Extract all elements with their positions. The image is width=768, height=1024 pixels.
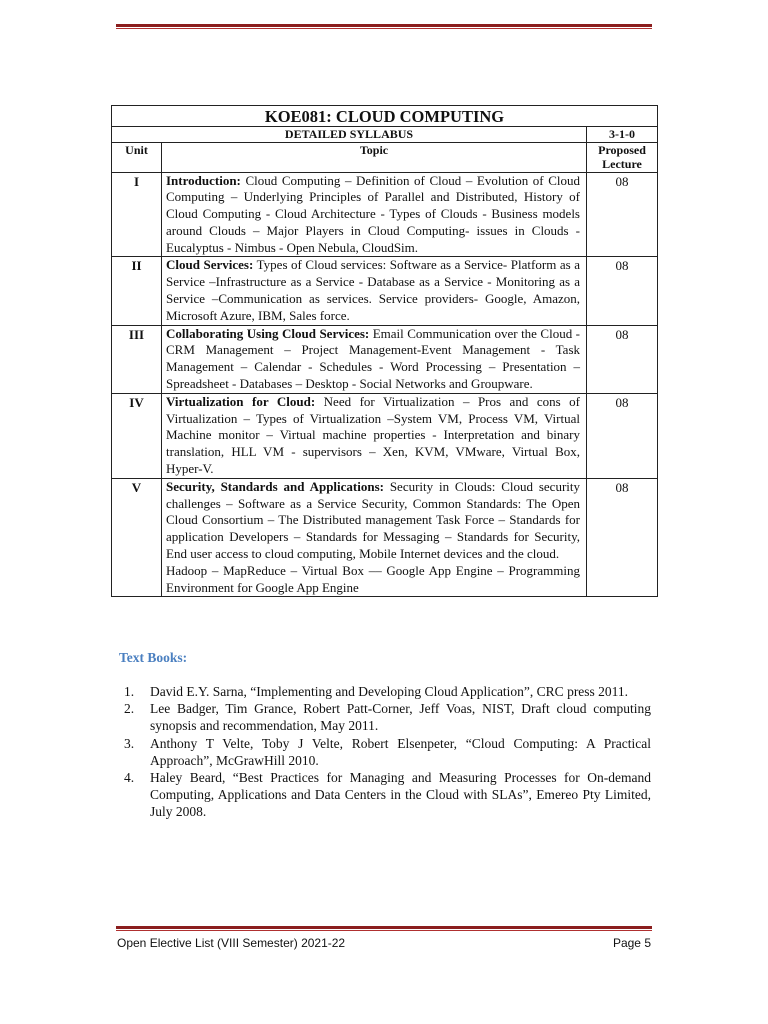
unit-row xyxy=(112,393,658,478)
topic-text: Security in Clouds: Cloud security challenges – Software as a Service Security, Common Standards: The Open Cloud Consortium – The Distributed management Task Force – Standards for application Developers – Standards for Messaging – Standards for Security, End user access to cloud computing, Mobile Internet devices and the cloud. xyxy=(166,478,580,562)
text-book-number: 2. xyxy=(124,701,135,717)
unit-row xyxy=(112,257,658,325)
topic-cell xyxy=(162,325,587,393)
text-book-number: 1. xyxy=(124,684,135,699)
unit-rows xyxy=(112,172,658,597)
text-book-item xyxy=(124,735,651,769)
unit-header: Unit xyxy=(112,142,162,172)
topic-heading: Cloud Services: xyxy=(166,257,254,273)
topic-header: Topic xyxy=(162,142,587,172)
text-book-citation: David E.Y. Sarna, “Implementing and Developing Cloud Application”, CRC press 2011. xyxy=(150,684,629,699)
header-rule xyxy=(116,24,652,27)
course-title: KOE081: CLOUD COMPUTING xyxy=(112,106,658,127)
topic-cell xyxy=(162,172,587,257)
topic-heading: Collaborating Using Cloud Services: xyxy=(166,325,370,341)
lecture-count: 08 xyxy=(587,172,658,257)
page-number: Page 5 xyxy=(612,936,651,950)
header-rule-thin xyxy=(116,28,652,29)
lecture-count: 08 xyxy=(587,393,658,478)
text-book-item xyxy=(124,700,651,734)
topic-text: Types of Cloud services: Software as a Service- Platform as a Service –Infrastructure as a Service - Database as a Service - Monitoring as a Service –Communication as services. Service providers- Google, Amazon, Microsoft Azure, IBM, Sales force. xyxy=(166,257,580,323)
unit-row xyxy=(112,325,658,393)
topic-text: Need for Virtualization – Pros and cons of Virtualization – Types of Virtualization –System VM, Process VM, Virtual Machine monitor – Virtual machine properties - Interpretation and binary translation, HLL VM - supervisors – Xen, KVM, VMware, Virtual Box, Hyper-V. xyxy=(166,393,580,477)
text-books-heading: Text Books: xyxy=(119,650,188,665)
unit-number: IV xyxy=(112,393,162,478)
unit-number: II xyxy=(112,257,162,325)
topic-heading: Introduction: xyxy=(166,172,241,188)
syllabus-table xyxy=(111,105,658,597)
subtitle-row xyxy=(112,127,658,143)
topic-heading: Security, Standards and Applications: xyxy=(166,478,384,494)
text-book-number: 4. xyxy=(124,770,135,786)
lecture-header: Proposed Lecture xyxy=(587,142,658,172)
text-book-citation: Lee Badger, Tim Grance, Robert Patt-Corner, Jeff Voas, NIST, Draft cloud computing synopsis and recommendation, May 2011. xyxy=(150,701,651,734)
topic-extra: Hadoop – MapReduce – Virtual Box –– Google App Engine – Programming Environment for Google App Engine xyxy=(166,562,580,595)
title-row xyxy=(112,106,658,127)
text-book-citation: Haley Beard, “Best Practices for Managing and Measuring Processes for On-demand Computing, Applications and Data Centers in the Cloud with SLAs”, Emereo Pty Limited, July 2008. xyxy=(150,770,651,820)
lecture-count: 08 xyxy=(587,325,658,393)
unit-number: V xyxy=(112,478,162,597)
footer-title: Open Elective List (VIII Semester) 2021-22 xyxy=(117,936,346,950)
topic-cell xyxy=(162,393,587,478)
topic-cell xyxy=(162,257,587,325)
text-book-number: 3. xyxy=(124,735,135,751)
text-book-item xyxy=(124,683,651,700)
detailed-syllabus-label: DETAILED SYLLABUS xyxy=(112,127,587,143)
topic-cell xyxy=(162,478,587,597)
lecture-count: 08 xyxy=(587,478,658,597)
topic-heading: Virtualization for Cloud: xyxy=(166,393,316,409)
unit-number: III xyxy=(112,325,162,393)
text-books-list xyxy=(124,683,651,821)
footer-rule xyxy=(116,926,652,929)
topic-text: Email Communication over the Cloud - CRM Management – Project Management-Event Management - Task Management – Calendar - Schedules - Word Processing – Presentation – Spreadsheet - Databases – Desktop - Social Networks and Groupware. xyxy=(166,325,580,392)
header-row xyxy=(112,142,658,172)
lecture-count: 08 xyxy=(587,257,658,325)
unit-number: I xyxy=(112,172,162,257)
footer-rule-thin xyxy=(116,930,652,931)
credits-label: 3-1-0 xyxy=(587,127,658,143)
topic-text: Cloud Computing – Definition of Cloud – Evolution of Cloud Computing – Underlying Principles of Parallel and Distributed, History of Cloud Computing - Cloud Architecture - Types of Clouds - Business models around Clouds – Major Players in Cloud Computing- issues in Clouds - Eucalyptus - Nimbus - Open Nebula, CloudSim. xyxy=(166,172,580,255)
unit-row xyxy=(112,478,658,597)
text-book-item xyxy=(124,769,651,821)
unit-row xyxy=(112,172,658,257)
text-book-citation: Anthony T Velte, Toby J Velte, Robert Elsenpeter, “Cloud Computing: A Practical Approach”, McGrawHill 2010. xyxy=(150,735,651,768)
